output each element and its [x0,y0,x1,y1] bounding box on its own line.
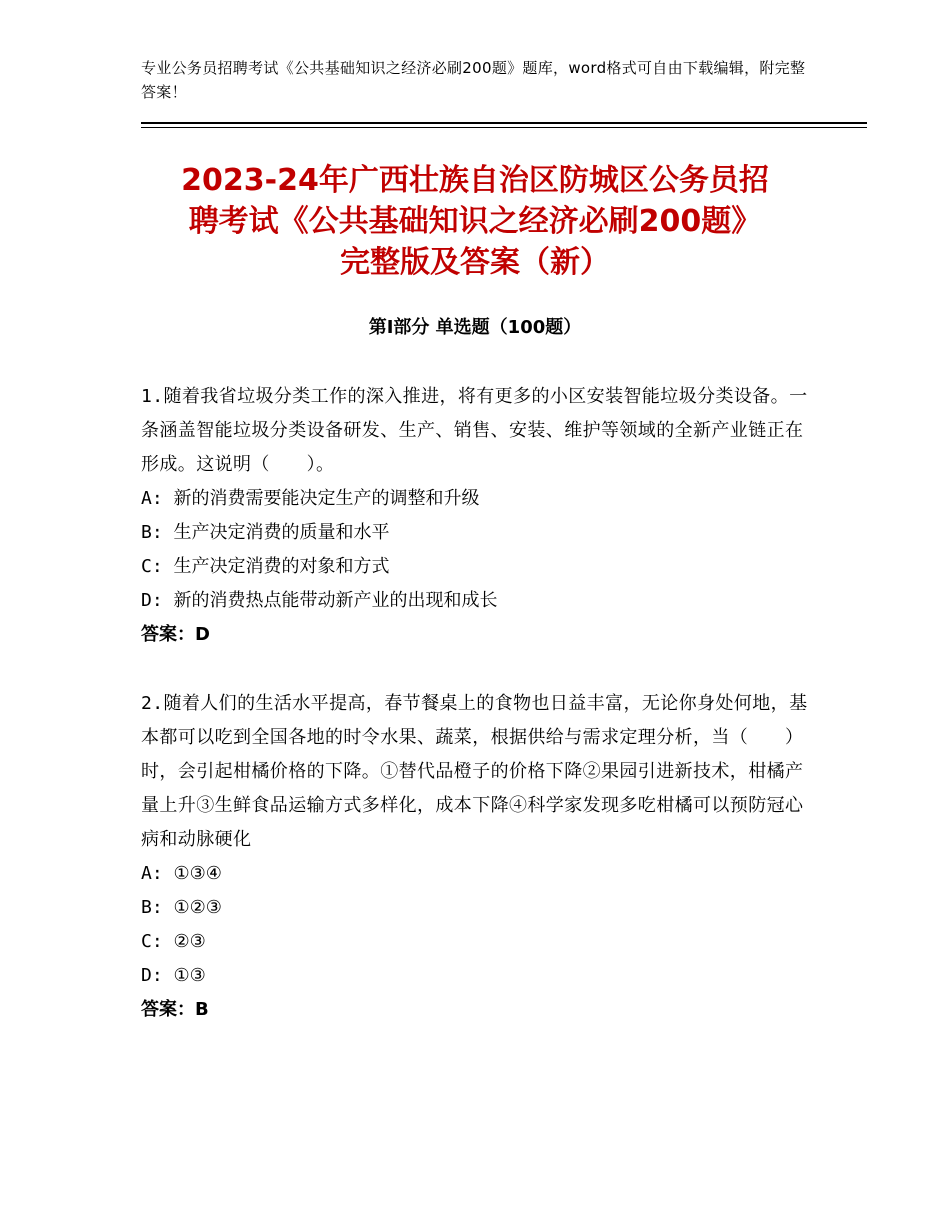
header-note: 专业公务员招聘考试《公共基础知识之经济必刷200题》题库，word格式可自由下载编辑，附完整答案！ [141,59,806,101]
answer: 答案：B [141,999,209,1020]
option-c: C: 生产决定消费的对象和方式 [141,556,390,577]
option-d: D: ①③ [141,965,206,986]
option-c: C: ②③ [141,931,206,952]
question-stem: 2.随着人们的生活水平提高，春节餐桌上的食物也日益丰富，无论你身处何地，基本都可以吃到全国各地的时令水果、蔬菜，根据供给与需求定理分析，当（ ）时，会引起柑橘价格的下降。①替代品橙子的价格下降②果园引进新技术，柑橘产量上升③生鲜食品运输方式多样化，成本下降④科学家发现多吃柑橘可以预防冠心病和动脉硬化 [141,693,808,850]
title-line-3: 完整版及答案（新） [340,245,610,280]
answer: 答案：D [141,624,210,645]
document-title [130,160,820,283]
question-stem: 1.随着我省垃圾分类工作的深入推进，将有更多的小区安装智能垃圾分类设备。一条涵盖智能垃圾分类设备研发、生产、销售、安装、维护等领域的全新产业链正在形成。这说明（ ）。 [141,386,808,475]
question-2 [141,687,809,1027]
option-b: B: ①②③ [141,897,222,918]
option-d: D: 新的消费热点能带动新产业的出现和成长 [141,590,498,611]
option-a: A: 新的消费需要能决定生产的调整和升级 [141,488,480,509]
section-heading: 第Ⅰ部分 单选题（100题） [368,317,582,338]
header-rule-thin [141,127,867,128]
option-b: B: 生产决定消费的质量和水平 [141,522,390,543]
option-a: A: ①③④ [141,863,222,884]
header-rule-thick [141,122,867,124]
title-line-2: 聘考试《公共基础知识之经济必刷200题》 [188,204,762,239]
question-1 [141,380,809,652]
title-line-1: 2023-24年广西壮族自治区防城区公务员招 [181,163,769,198]
